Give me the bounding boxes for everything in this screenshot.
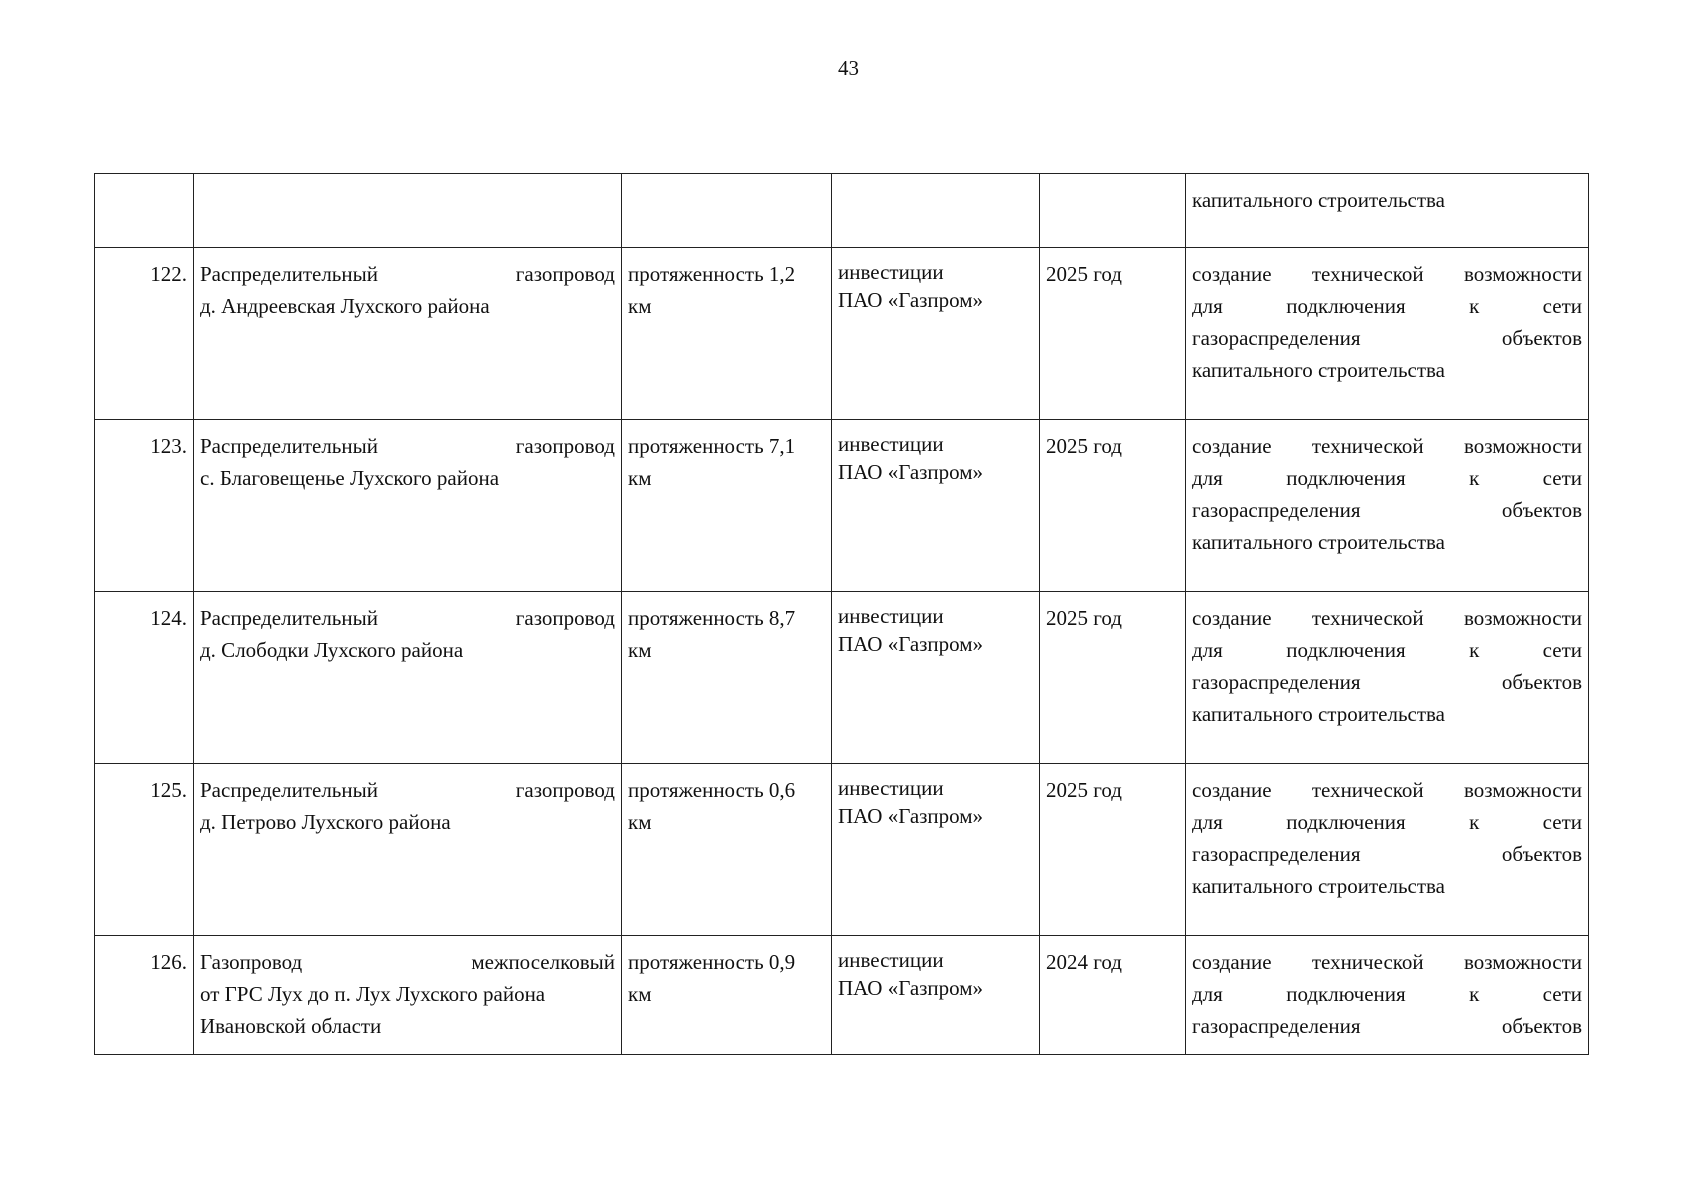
name-line: Распределительный газопровод	[200, 778, 615, 802]
purpose-line: газораспределения объектов	[1192, 498, 1582, 522]
cell-capacity	[622, 248, 832, 420]
funding-line: инвестиции	[838, 432, 944, 456]
purpose-line: для подключения к сети	[1192, 638, 1582, 662]
capacity-line: км	[628, 982, 652, 1006]
cell-capacity	[622, 764, 832, 936]
name-line: от ГРС Лух до п. Лух Лухского района	[200, 982, 546, 1006]
name-line: Ивановской области	[200, 1014, 382, 1038]
name-line: д. Слободки Лухского района	[200, 638, 464, 662]
cell-num	[95, 174, 194, 248]
cell-funding	[832, 420, 1040, 592]
table-row	[95, 936, 1589, 1055]
purpose-line: газораспределения объектов	[1192, 842, 1582, 866]
investment-table	[94, 173, 1589, 1055]
cell-period: 2025 год	[1040, 592, 1186, 764]
cell-period: 2024 год	[1040, 936, 1186, 1055]
name-line: д. Андреевская Лухского района	[200, 294, 490, 318]
capacity-line: км	[628, 810, 652, 834]
cell-period	[1040, 174, 1186, 248]
purpose-line: создание технической возможности	[1192, 950, 1582, 974]
funding-line: ПАО «Газпром»	[838, 460, 984, 484]
purpose-line: капитального строительства	[1192, 358, 1445, 382]
cell-capacity	[622, 936, 832, 1055]
name-line: Газопровод межпоселковый	[200, 950, 615, 974]
name-line: Распределительный газопровод	[200, 262, 615, 286]
table-row	[95, 764, 1589, 936]
cell-name	[194, 248, 622, 420]
cell-purpose	[1186, 936, 1589, 1055]
cell-num: 124.	[95, 592, 194, 764]
cell-period: 2025 год	[1040, 420, 1186, 592]
cell-name	[194, 592, 622, 764]
cell-period: 2025 год	[1040, 248, 1186, 420]
cell-purpose	[1186, 248, 1589, 420]
cell-funding	[832, 248, 1040, 420]
table-body	[95, 174, 1589, 1055]
cell-capacity	[622, 420, 832, 592]
cell-num: 125.	[95, 764, 194, 936]
cell-capacity	[622, 174, 832, 248]
purpose-line: капитального строительства	[1192, 530, 1445, 554]
funding-line: инвестиции	[838, 260, 944, 284]
capacity-line: протяженность 1,2	[628, 262, 796, 286]
capacity-line: км	[628, 294, 652, 318]
funding-line: инвестиции	[838, 776, 944, 800]
funding-line: ПАО «Газпром»	[838, 976, 984, 1000]
cell-num: 122.	[95, 248, 194, 420]
cell-period: 2025 год	[1040, 764, 1186, 936]
capacity-line: протяженность 0,6	[628, 778, 796, 802]
purpose-line: газораспределения объектов	[1192, 670, 1582, 694]
name-line: с. Благовещенье Лухского района	[200, 466, 500, 490]
purpose-line: капитального строительства	[1192, 874, 1445, 898]
purpose-line: создание технической возможности	[1192, 778, 1582, 802]
cell-num: 123.	[95, 420, 194, 592]
purpose-line: газораспределения объектов	[1192, 1014, 1582, 1038]
purpose-line: создание технической возможности	[1192, 606, 1582, 630]
table-row	[95, 248, 1589, 420]
table-row	[95, 592, 1589, 764]
cell-funding	[832, 764, 1040, 936]
purpose-line: для подключения к сети	[1192, 982, 1582, 1006]
capacity-line: протяженность 8,7	[628, 606, 796, 630]
purpose-line: для подключения к сети	[1192, 810, 1582, 834]
purpose-line: для подключения к сети	[1192, 466, 1582, 490]
purpose-line: создание технической возможности	[1192, 434, 1582, 458]
page-number: 43	[838, 56, 859, 80]
purpose-line: создание технической возможности	[1192, 262, 1582, 286]
name-line: Распределительный газопровод	[200, 434, 615, 458]
cell-purpose	[1186, 420, 1589, 592]
cell-name	[194, 936, 622, 1055]
capacity-line: протяженность 7,1	[628, 434, 796, 458]
funding-line: инвестиции	[838, 604, 944, 628]
funding-line: инвестиции	[838, 948, 944, 972]
capacity-line: км	[628, 638, 652, 662]
cell-funding	[832, 174, 1040, 248]
table-row-continuation	[95, 174, 1589, 248]
name-line: д. Петрово Лухского района	[200, 810, 451, 834]
funding-line: ПАО «Газпром»	[838, 804, 984, 828]
cell-name	[194, 764, 622, 936]
name-line: Распределительный газопровод	[200, 606, 615, 630]
cell-funding	[832, 592, 1040, 764]
cell-capacity	[622, 592, 832, 764]
funding-line: ПАО «Газпром»	[838, 288, 984, 312]
cell-purpose	[1186, 592, 1589, 764]
cell-purpose	[1186, 174, 1589, 248]
cell-funding	[832, 936, 1040, 1055]
purpose-line: капитального строительства	[1192, 188, 1445, 212]
purpose-line: для подключения к сети	[1192, 294, 1582, 318]
capacity-line: протяженность 0,9	[628, 950, 796, 974]
table-row	[95, 420, 1589, 592]
purpose-line: капитального строительства	[1192, 702, 1445, 726]
funding-line: ПАО «Газпром»	[838, 632, 984, 656]
cell-name	[194, 420, 622, 592]
cell-num: 126.	[95, 936, 194, 1055]
purpose-line: газораспределения объектов	[1192, 326, 1582, 350]
capacity-line: км	[628, 466, 652, 490]
cell-name	[194, 174, 622, 248]
cell-purpose	[1186, 764, 1589, 936]
